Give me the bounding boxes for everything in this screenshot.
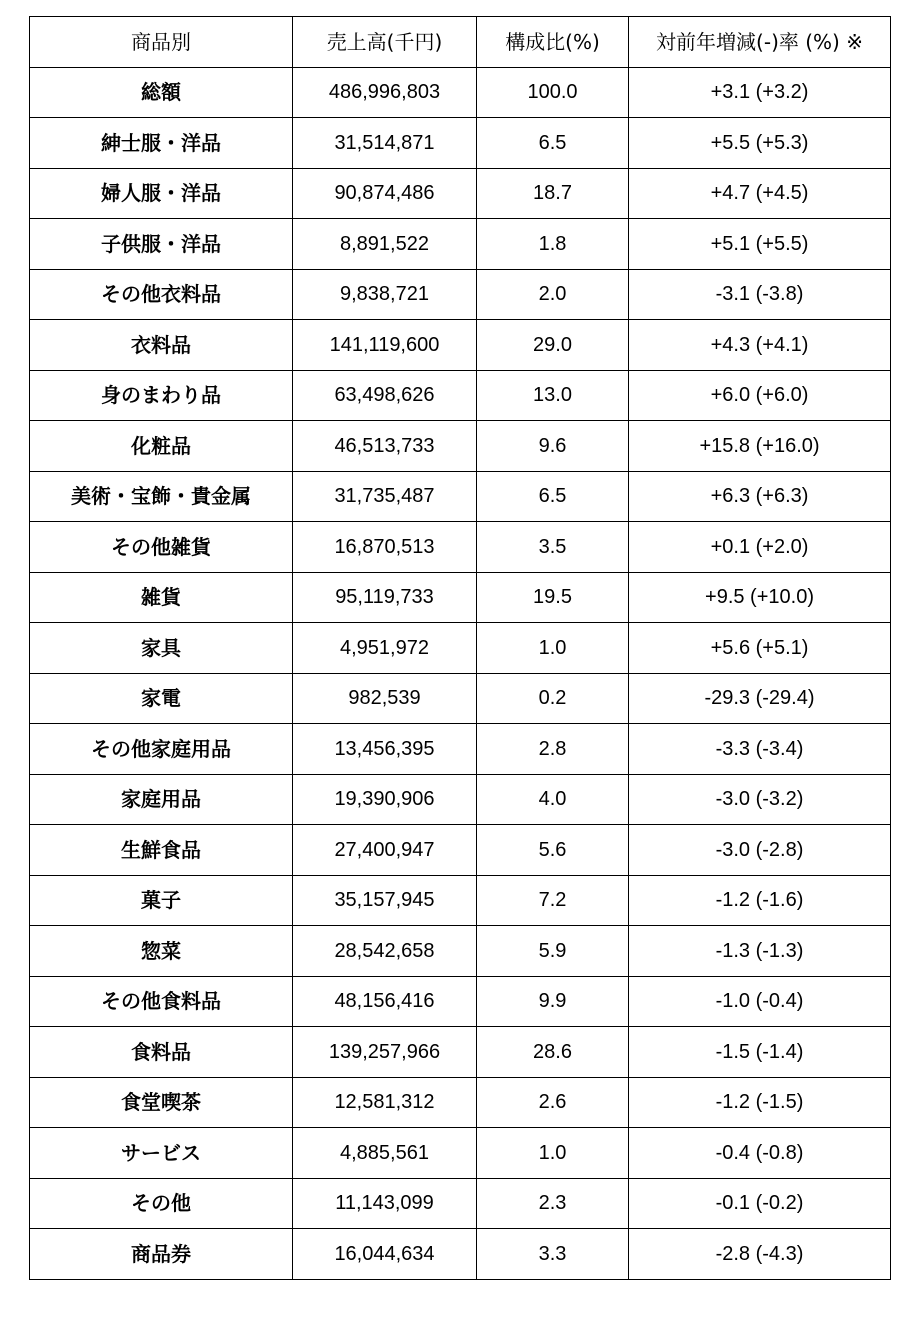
table-row xyxy=(30,370,891,421)
table-row xyxy=(30,1178,891,1229)
cell-composition-ratio: 3.5 xyxy=(477,522,629,573)
cell-yoy-change-rate: -29.3 (-29.4) xyxy=(629,673,891,724)
cell-category: 子供服・洋品 xyxy=(30,219,293,270)
cell-composition-ratio: 2.0 xyxy=(477,269,629,320)
cell-yoy-change-rate: -1.3 (-1.3) xyxy=(629,926,891,977)
cell-category: 家具 xyxy=(30,623,293,674)
cell-composition-ratio: 1.8 xyxy=(477,219,629,270)
cell-sales: 141,119,600 xyxy=(293,320,477,371)
cell-yoy-change-rate: -0.1 (-0.2) xyxy=(629,1178,891,1229)
cell-sales: 13,456,395 xyxy=(293,724,477,775)
cell-yoy-change-rate: -0.4 (-0.8) xyxy=(629,1128,891,1179)
table-row xyxy=(30,1229,891,1280)
table-row xyxy=(30,926,891,977)
cell-sales: 48,156,416 xyxy=(293,976,477,1027)
cell-sales: 4,951,972 xyxy=(293,623,477,674)
cell-yoy-change-rate: -3.3 (-3.4) xyxy=(629,724,891,775)
cell-yoy-change-rate: -1.5 (-1.4) xyxy=(629,1027,891,1078)
cell-yoy-change-rate: +9.5 (+10.0) xyxy=(629,572,891,623)
cell-composition-ratio: 2.3 xyxy=(477,1178,629,1229)
cell-sales: 8,891,522 xyxy=(293,219,477,270)
cell-sales: 46,513,733 xyxy=(293,421,477,472)
cell-category: 菓子 xyxy=(30,875,293,926)
header-yoy-change-rate: 対前年増減(-)率 (%) ※ xyxy=(629,17,891,68)
cell-yoy-change-rate: -3.0 (-2.8) xyxy=(629,825,891,876)
table-row xyxy=(30,875,891,926)
cell-yoy-change-rate: +6.3 (+6.3) xyxy=(629,471,891,522)
table-row xyxy=(30,774,891,825)
cell-sales: 95,119,733 xyxy=(293,572,477,623)
cell-sales: 90,874,486 xyxy=(293,168,477,219)
cell-sales: 63,498,626 xyxy=(293,370,477,421)
table-row xyxy=(30,825,891,876)
cell-category: 食堂喫茶 xyxy=(30,1077,293,1128)
cell-category: 紳士服・洋品 xyxy=(30,118,293,169)
cell-sales: 27,400,947 xyxy=(293,825,477,876)
header-category: 商品別 xyxy=(30,17,293,68)
cell-category: 化粧品 xyxy=(30,421,293,472)
cell-composition-ratio: 9.9 xyxy=(477,976,629,1027)
cell-composition-ratio: 6.5 xyxy=(477,471,629,522)
cell-category: その他 xyxy=(30,1178,293,1229)
cell-composition-ratio: 4.0 xyxy=(477,774,629,825)
table-row xyxy=(30,118,891,169)
header-sales: 売上高(千円) xyxy=(293,17,477,68)
table-row xyxy=(30,623,891,674)
cell-composition-ratio: 2.8 xyxy=(477,724,629,775)
header-composition-ratio: 構成比(%) xyxy=(477,17,629,68)
cell-composition-ratio: 18.7 xyxy=(477,168,629,219)
cell-yoy-change-rate: -1.0 (-0.4) xyxy=(629,976,891,1027)
table-row xyxy=(30,976,891,1027)
cell-sales: 35,157,945 xyxy=(293,875,477,926)
cell-category: 雑貨 xyxy=(30,572,293,623)
cell-yoy-change-rate: +4.3 (+4.1) xyxy=(629,320,891,371)
table-row xyxy=(30,1027,891,1078)
table-header-row xyxy=(30,17,891,68)
table-row xyxy=(30,673,891,724)
cell-yoy-change-rate: +5.6 (+5.1) xyxy=(629,623,891,674)
cell-composition-ratio: 2.6 xyxy=(477,1077,629,1128)
cell-sales: 31,735,487 xyxy=(293,471,477,522)
cell-category: 衣料品 xyxy=(30,320,293,371)
cell-sales: 16,870,513 xyxy=(293,522,477,573)
cell-yoy-change-rate: -2.8 (-4.3) xyxy=(629,1229,891,1280)
cell-composition-ratio: 0.2 xyxy=(477,673,629,724)
cell-composition-ratio: 1.0 xyxy=(477,623,629,674)
cell-sales: 486,996,803 xyxy=(293,67,477,118)
table-row xyxy=(30,67,891,118)
cell-sales: 19,390,906 xyxy=(293,774,477,825)
cell-composition-ratio: 9.6 xyxy=(477,421,629,472)
cell-sales: 11,143,099 xyxy=(293,1178,477,1229)
cell-category: 総額 xyxy=(30,67,293,118)
cell-yoy-change-rate: +0.1 (+2.0) xyxy=(629,522,891,573)
cell-yoy-change-rate: +4.7 (+4.5) xyxy=(629,168,891,219)
cell-category: 美術・宝飾・貴金属 xyxy=(30,471,293,522)
cell-category: その他家庭用品 xyxy=(30,724,293,775)
cell-yoy-change-rate: +5.5 (+5.3) xyxy=(629,118,891,169)
cell-sales: 12,581,312 xyxy=(293,1077,477,1128)
cell-yoy-change-rate: -1.2 (-1.6) xyxy=(629,875,891,926)
cell-sales: 139,257,966 xyxy=(293,1027,477,1078)
table-row xyxy=(30,269,891,320)
cell-sales: 31,514,871 xyxy=(293,118,477,169)
table-row xyxy=(30,1128,891,1179)
cell-category: 家電 xyxy=(30,673,293,724)
table-row xyxy=(30,219,891,270)
table-row xyxy=(30,724,891,775)
cell-yoy-change-rate: +3.1 (+3.2) xyxy=(629,67,891,118)
cell-yoy-change-rate: +15.8 (+16.0) xyxy=(629,421,891,472)
cell-composition-ratio: 19.5 xyxy=(477,572,629,623)
cell-sales: 28,542,658 xyxy=(293,926,477,977)
cell-sales: 9,838,721 xyxy=(293,269,477,320)
cell-category: 身のまわり品 xyxy=(30,370,293,421)
cell-composition-ratio: 3.3 xyxy=(477,1229,629,1280)
cell-composition-ratio: 29.0 xyxy=(477,320,629,371)
cell-category: 生鮮食品 xyxy=(30,825,293,876)
cell-yoy-change-rate: -3.1 (-3.8) xyxy=(629,269,891,320)
cell-yoy-change-rate: +6.0 (+6.0) xyxy=(629,370,891,421)
table-row xyxy=(30,168,891,219)
cell-category: 婦人服・洋品 xyxy=(30,168,293,219)
cell-yoy-change-rate: -3.0 (-3.2) xyxy=(629,774,891,825)
table-row xyxy=(30,471,891,522)
cell-sales: 16,044,634 xyxy=(293,1229,477,1280)
cell-category: 惣菜 xyxy=(30,926,293,977)
sales-by-category-table xyxy=(29,16,891,1280)
cell-composition-ratio: 1.0 xyxy=(477,1128,629,1179)
cell-composition-ratio: 100.0 xyxy=(477,67,629,118)
table-row xyxy=(30,320,891,371)
cell-sales: 982,539 xyxy=(293,673,477,724)
cell-composition-ratio: 6.5 xyxy=(477,118,629,169)
cell-category: その他食料品 xyxy=(30,976,293,1027)
cell-composition-ratio: 13.0 xyxy=(477,370,629,421)
cell-category: 食料品 xyxy=(30,1027,293,1078)
cell-composition-ratio: 5.6 xyxy=(477,825,629,876)
table-row xyxy=(30,522,891,573)
cell-composition-ratio: 5.9 xyxy=(477,926,629,977)
table-body xyxy=(30,67,891,1279)
cell-category: その他衣料品 xyxy=(30,269,293,320)
cell-composition-ratio: 7.2 xyxy=(477,875,629,926)
cell-category: その他雑貨 xyxy=(30,522,293,573)
table-row xyxy=(30,1077,891,1128)
cell-sales: 4,885,561 xyxy=(293,1128,477,1179)
cell-composition-ratio: 28.6 xyxy=(477,1027,629,1078)
table-row xyxy=(30,572,891,623)
cell-category: 家庭用品 xyxy=(30,774,293,825)
cell-category: 商品券 xyxy=(30,1229,293,1280)
cell-yoy-change-rate: +5.1 (+5.5) xyxy=(629,219,891,270)
sales-table-container xyxy=(29,16,891,1280)
cell-yoy-change-rate: -1.2 (-1.5) xyxy=(629,1077,891,1128)
table-row xyxy=(30,421,891,472)
cell-category: サービス xyxy=(30,1128,293,1179)
